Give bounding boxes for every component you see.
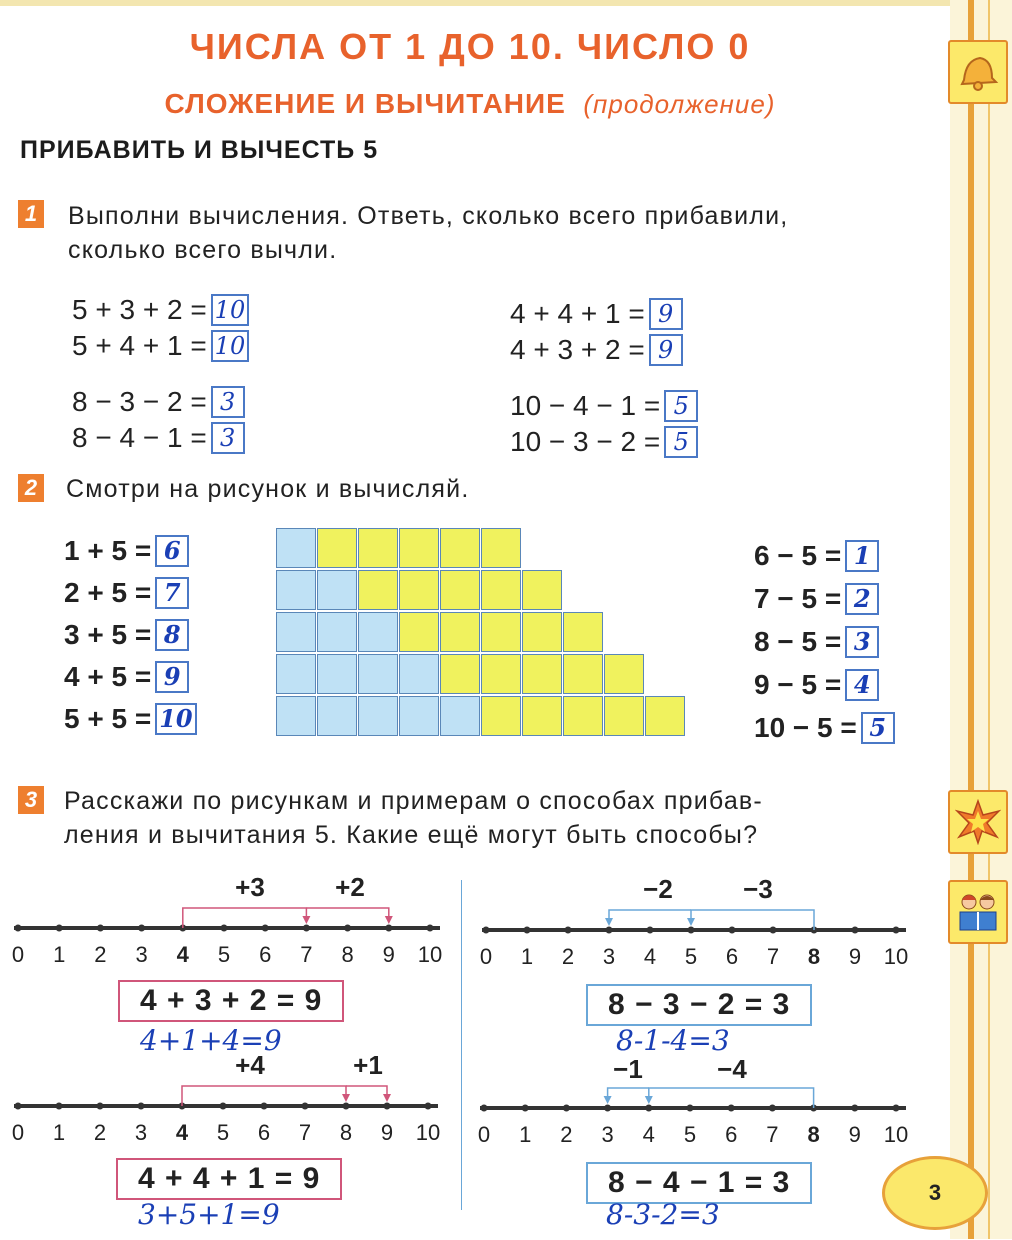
tick-dot bbox=[302, 1103, 309, 1110]
example-box: 4 + 4 + 1 = 9 bbox=[116, 1158, 342, 1200]
jump-arc bbox=[306, 908, 388, 922]
grid-cell bbox=[645, 696, 685, 736]
task-number: 1 bbox=[18, 200, 44, 228]
tick-dot bbox=[522, 1105, 529, 1112]
answer-box[interactable]: 9 bbox=[155, 661, 189, 693]
tick-dot bbox=[15, 925, 22, 932]
answer-box[interactable]: 5 bbox=[664, 426, 698, 458]
tick-label: 1 bbox=[52, 1120, 66, 1145]
grid-cell bbox=[358, 528, 398, 568]
grid-cell bbox=[276, 696, 316, 736]
grid-cell bbox=[399, 654, 439, 694]
grid-cell bbox=[399, 696, 439, 736]
grid-cell bbox=[440, 570, 480, 610]
jump-arc bbox=[609, 910, 691, 924]
page-subtitle: СЛОЖЕНИЕ И ВЫЧИТАНИЕ (продолжение) bbox=[164, 88, 776, 119]
equation: 7 − 5 = 2 bbox=[754, 577, 895, 620]
tick-label: 4 bbox=[176, 942, 189, 967]
equation: 5 + 4 + 1 = 10 bbox=[72, 328, 249, 364]
task1-left-group-sub bbox=[72, 384, 245, 456]
tick-label: 6 bbox=[725, 1122, 738, 1147]
equation: 6 − 5 = 1 bbox=[754, 534, 895, 577]
tick-dot bbox=[606, 927, 613, 934]
grid-cell bbox=[399, 570, 439, 610]
grid-cell bbox=[481, 528, 521, 568]
grid-cell bbox=[604, 654, 644, 694]
equation: 1 + 5 = 6 bbox=[64, 530, 197, 572]
tick-dot bbox=[56, 1103, 63, 1110]
tick-dot bbox=[770, 927, 777, 934]
grid-cell bbox=[317, 696, 357, 736]
task2-text: Смотри на рисунок и вычисляй. bbox=[66, 475, 470, 503]
tick-dot bbox=[604, 1105, 611, 1112]
answer-box[interactable]: 9 bbox=[649, 334, 683, 366]
tick-dot bbox=[138, 1103, 145, 1110]
jump-arc bbox=[608, 1088, 649, 1102]
tick-dot bbox=[261, 1103, 268, 1110]
answer-box[interactable]: 1 bbox=[845, 540, 879, 572]
jump-arrow bbox=[385, 916, 393, 924]
tick-label: 8 bbox=[341, 942, 354, 967]
tick-label: 10 bbox=[415, 1120, 441, 1145]
bell-icon bbox=[948, 40, 1008, 104]
tick-dot bbox=[425, 1103, 432, 1110]
answer-box[interactable]: 3 bbox=[845, 626, 879, 658]
example-box: 8 − 4 − 1 = 3 bbox=[586, 1162, 812, 1204]
grid-cell bbox=[563, 612, 603, 652]
grid-cell bbox=[276, 612, 316, 652]
task1-right-group-add bbox=[510, 296, 683, 368]
tick-label: 6 bbox=[725, 944, 739, 969]
example-box: 4 + 3 + 2 = 9 bbox=[118, 980, 344, 1022]
tick-label: 7 bbox=[298, 1120, 312, 1145]
grid-cell bbox=[440, 528, 480, 568]
task-number: 2 bbox=[18, 474, 44, 502]
equation: 3 + 5 = 8 bbox=[64, 614, 197, 656]
tick-dot bbox=[729, 927, 736, 934]
grid-cell bbox=[481, 654, 521, 694]
task3-text: Расскажи по рисункам и примерам о способах прибав- ления и вычитания 5. Какие ещё могут быть способы? bbox=[64, 787, 763, 849]
equation: 9 − 5 = 4 bbox=[754, 663, 895, 706]
tick-label: 2 bbox=[93, 1120, 107, 1145]
answer-box[interactable]: 2 bbox=[845, 583, 879, 615]
tick-label: 6 bbox=[257, 1120, 271, 1145]
grid-cell bbox=[522, 654, 562, 694]
tick-label: 2 bbox=[561, 944, 575, 969]
tick-label: 9 bbox=[848, 1122, 861, 1147]
tick-label: 7 bbox=[766, 944, 780, 969]
margin-line-thin bbox=[988, 0, 990, 1239]
example-box: 8 − 3 − 2 = 3 bbox=[586, 984, 812, 1026]
tick-label: 3 bbox=[601, 1122, 614, 1147]
task1-right-group-sub bbox=[510, 388, 698, 460]
equation: 4 + 3 + 2 = 9 bbox=[510, 332, 683, 368]
tick-label: 8 bbox=[339, 1120, 353, 1145]
jump-arrow bbox=[302, 916, 310, 924]
tick-dot bbox=[851, 1105, 858, 1112]
answer-box[interactable]: 10 bbox=[211, 294, 250, 326]
tick-label: 8 bbox=[807, 1122, 820, 1147]
tick-label: 8 bbox=[807, 944, 821, 969]
grid-cell bbox=[440, 654, 480, 694]
tick-dot bbox=[303, 925, 310, 932]
grid-cell bbox=[358, 654, 398, 694]
tick-dot bbox=[728, 1105, 735, 1112]
equation: 4 + 4 + 1 = 9 bbox=[510, 296, 683, 332]
tick-dot bbox=[343, 1103, 350, 1110]
jump-arc bbox=[346, 1086, 387, 1100]
answer-box[interactable]: 5 bbox=[664, 390, 698, 422]
equation: 5 + 3 + 2 = 10 bbox=[72, 292, 249, 328]
tick-label: 5 bbox=[684, 944, 698, 969]
jump-arrow bbox=[645, 1096, 653, 1104]
tick-dot bbox=[427, 925, 434, 932]
answer-box[interactable]: 10 bbox=[211, 330, 250, 362]
jump-arrow bbox=[687, 918, 695, 926]
grid-cell bbox=[276, 528, 316, 568]
tick-dot bbox=[524, 927, 531, 934]
tick-label: 2 bbox=[94, 942, 107, 967]
jump-label: −4 bbox=[717, 1054, 747, 1084]
tick-dot bbox=[688, 927, 695, 934]
grid-cell bbox=[317, 528, 357, 568]
grid-cell bbox=[522, 570, 562, 610]
tick-label: 1 bbox=[53, 942, 66, 967]
tick-label: 9 bbox=[382, 942, 395, 967]
page-number: 3 bbox=[882, 1156, 988, 1230]
jump-arc bbox=[183, 908, 307, 928]
tick-label: 6 bbox=[259, 942, 272, 967]
tick-dot bbox=[15, 1103, 22, 1110]
tick-label: 0 bbox=[477, 1122, 491, 1147]
answer-box[interactable]: 9 bbox=[649, 298, 683, 330]
tick-label: 3 bbox=[135, 942, 148, 967]
tick-label: 10 bbox=[883, 1122, 909, 1147]
jump-label: −3 bbox=[743, 874, 773, 904]
children-reading-icon bbox=[948, 880, 1008, 944]
right-margin bbox=[950, 0, 1012, 1239]
jump-arc bbox=[691, 910, 814, 930]
topic-title: ПРИБАВИТЬ И ВЫЧЕСТЬ 5 bbox=[20, 136, 379, 164]
tick-label: 4 bbox=[642, 1122, 655, 1147]
grid-cell bbox=[440, 612, 480, 652]
equation: 5 + 5 = 10 bbox=[64, 698, 197, 740]
grid-cell bbox=[358, 696, 398, 736]
tick-dot bbox=[687, 1105, 694, 1112]
answer-box[interactable]: 10 bbox=[155, 703, 196, 735]
grid-cell bbox=[317, 612, 357, 652]
tick-dot bbox=[769, 1105, 776, 1112]
tick-label: 5 bbox=[683, 1122, 697, 1147]
grid-cell bbox=[481, 612, 521, 652]
jump-arrow bbox=[604, 1096, 612, 1104]
equation: 2 + 5 = 7 bbox=[64, 572, 197, 614]
equation: 8 − 3 − 2 = 3 bbox=[72, 384, 245, 420]
equation: 4 + 5 = 9 bbox=[64, 656, 197, 698]
grid-cell bbox=[522, 612, 562, 652]
tick-dot bbox=[483, 927, 490, 934]
tick-label: 9 bbox=[848, 944, 862, 969]
equation: 10 − 5 = 5 bbox=[754, 706, 895, 749]
task2-right-equations bbox=[754, 534, 895, 749]
task1-text: Выполни вычисления. Ответь, сколько всего прибавили, сколько всего вычли. bbox=[68, 202, 789, 264]
handwritten-answer: 4+1+4=9 bbox=[140, 1024, 282, 1057]
tick-dot bbox=[565, 927, 572, 934]
tick-label: 3 bbox=[602, 944, 616, 969]
tick-dot bbox=[97, 925, 104, 932]
equation: 10 − 4 − 1 = 5 bbox=[510, 388, 698, 424]
answer-box[interactable]: 5 bbox=[861, 712, 895, 744]
tick-label: 0 bbox=[11, 942, 25, 967]
equation: 10 − 3 − 2 = 5 bbox=[510, 424, 698, 460]
jump-label: −1 bbox=[613, 1054, 643, 1084]
answer-box[interactable]: 3 bbox=[211, 422, 245, 454]
task-number: 3 bbox=[18, 786, 44, 814]
tick-dot bbox=[645, 1105, 652, 1112]
grid-cell bbox=[440, 696, 480, 736]
tick-label: 9 bbox=[380, 1120, 394, 1145]
grid-cell bbox=[358, 570, 398, 610]
jump-label: −2 bbox=[643, 874, 673, 904]
tick-label: 10 bbox=[883, 944, 909, 969]
tick-label: 5 bbox=[217, 942, 231, 967]
tick-label: 7 bbox=[766, 1122, 779, 1147]
tick-dot bbox=[56, 925, 63, 932]
grid-cell bbox=[276, 570, 316, 610]
grid-cell bbox=[481, 696, 521, 736]
grid-cell bbox=[358, 612, 398, 652]
handwritten-answer: 8-1-4=3 bbox=[616, 1024, 730, 1057]
tick-label: 2 bbox=[560, 1122, 573, 1147]
jump-label: +1 bbox=[353, 1050, 383, 1080]
tick-label: 0 bbox=[479, 944, 493, 969]
tick-dot bbox=[220, 1103, 227, 1110]
tick-dot bbox=[563, 1105, 570, 1112]
star-icon bbox=[948, 790, 1008, 854]
tick-dot bbox=[893, 1105, 900, 1112]
tick-label: 10 bbox=[417, 942, 443, 967]
equation: 8 − 4 − 1 = 3 bbox=[72, 420, 245, 456]
tick-dot bbox=[97, 1103, 104, 1110]
tick-label: 7 bbox=[300, 942, 313, 967]
tick-label: 1 bbox=[519, 1122, 532, 1147]
tick-dot bbox=[344, 925, 351, 932]
equation: 8 − 5 = 3 bbox=[754, 620, 895, 663]
jump-label: +2 bbox=[335, 872, 365, 902]
tick-dot bbox=[221, 925, 228, 932]
tick-dot bbox=[262, 925, 269, 932]
grid-cell bbox=[563, 696, 603, 736]
jump-arrow bbox=[605, 918, 613, 926]
handwritten-answer: 3+5+1=9 bbox=[138, 1198, 280, 1231]
grid-cell bbox=[317, 570, 357, 610]
tick-label: 5 bbox=[216, 1120, 230, 1145]
cube-grid-figure bbox=[276, 528, 696, 738]
grid-cell bbox=[481, 570, 521, 610]
grid-cell bbox=[399, 612, 439, 652]
answer-box[interactable]: 7 bbox=[155, 577, 189, 609]
jump-arrow bbox=[342, 1094, 350, 1102]
tick-dot bbox=[852, 927, 859, 934]
tick-dot bbox=[384, 1103, 391, 1110]
grid-cell bbox=[563, 654, 603, 694]
handwritten-answer: 8-3-2=3 bbox=[606, 1198, 720, 1231]
tick-label: 4 bbox=[175, 1120, 189, 1145]
grid-cell bbox=[276, 654, 316, 694]
tick-dot bbox=[138, 925, 145, 932]
tick-label: 1 bbox=[520, 944, 534, 969]
tick-dot bbox=[893, 927, 900, 934]
page-title: ЧИСЛА ОТ 1 ДО 10. ЧИСЛО 0 bbox=[189, 26, 751, 67]
tick-label: 3 bbox=[134, 1120, 148, 1145]
grid-cell bbox=[604, 696, 644, 736]
tick-dot bbox=[647, 927, 654, 934]
jump-arrow bbox=[383, 1094, 391, 1102]
answer-box[interactable]: 6 bbox=[155, 535, 189, 567]
top-bar bbox=[0, 0, 1012, 6]
tick-dot bbox=[481, 1105, 488, 1112]
answer-box[interactable]: 3 bbox=[211, 386, 245, 418]
margin-line bbox=[968, 0, 974, 1239]
grid-cell bbox=[399, 528, 439, 568]
jump-label: +3 bbox=[235, 872, 265, 902]
tick-dot bbox=[385, 925, 392, 932]
task2-left-equations bbox=[64, 530, 197, 740]
task1-left-group-add bbox=[72, 292, 249, 364]
answer-box[interactable]: 4 bbox=[845, 669, 879, 701]
tick-label: 0 bbox=[11, 1120, 25, 1145]
grid-cell bbox=[317, 654, 357, 694]
grid-cell bbox=[522, 696, 562, 736]
answer-box[interactable]: 8 bbox=[155, 619, 189, 651]
tick-label: 4 bbox=[643, 944, 657, 969]
jump-label: +4 bbox=[235, 1050, 265, 1080]
